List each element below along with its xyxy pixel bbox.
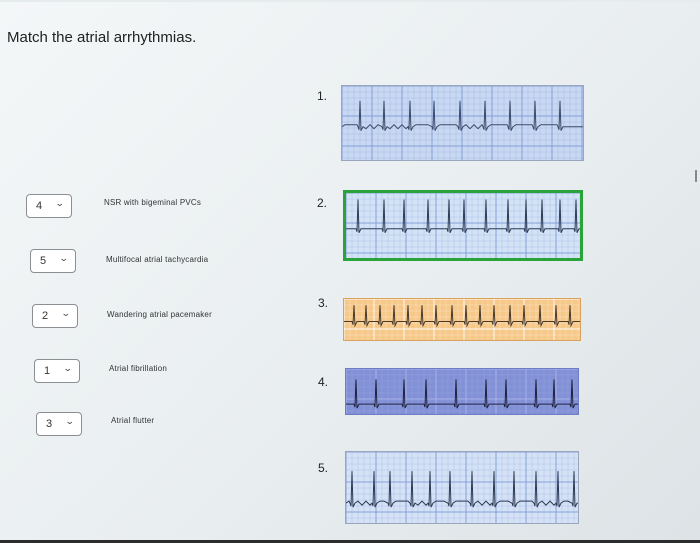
answer-label-4: Atrial fibrillation — [109, 364, 168, 373]
answer-label-5: Atrial flutter — [111, 416, 155, 425]
answer-label-1: NSR with bigeminal PVCs — [104, 198, 202, 207]
ecg-grid-and-trace — [346, 452, 578, 523]
strip-number-1: 1. — [317, 89, 328, 103]
ecg-grid-and-trace — [342, 86, 583, 160]
ecg-strip-2 — [343, 190, 583, 261]
scroll-caret — [695, 170, 697, 182]
ecg-strip-5 — [345, 451, 579, 524]
ecg-grid-and-trace — [344, 299, 580, 340]
chevron-down-icon: ⌄ — [61, 308, 72, 318]
answer-select-4[interactable] — [34, 359, 80, 383]
answer-label-2: Multifocal atrial tachycardia — [106, 255, 209, 264]
ecg-strip-3 — [343, 298, 581, 341]
ecg-grid-and-trace — [346, 193, 580, 258]
ecg-trace — [346, 471, 578, 507]
answer-select-3[interactable] — [32, 304, 78, 328]
strip-number-4: 4. — [318, 375, 329, 389]
answer-select-3-value: 2 — [42, 310, 49, 322]
answer-select-5-value: 3 — [46, 418, 53, 430]
chevron-down-icon: ⌄ — [55, 198, 66, 208]
ecg-strip-1 — [341, 85, 584, 161]
ecg-grid-and-trace — [346, 369, 578, 414]
answer-select-2-value: 5 — [40, 255, 47, 267]
question-title: Match the atrial arrhythmias. — [7, 29, 197, 46]
ecg-trace — [346, 200, 580, 233]
answer-select-1-value: 4 — [36, 200, 43, 212]
strip-number-5: 5. — [318, 461, 329, 475]
strip-number-3: 3. — [318, 296, 329, 310]
ecg-trace — [344, 305, 580, 325]
answer-label-3: Wandering atrial pacemaker — [107, 310, 212, 319]
chevron-down-icon: ⌄ — [65, 416, 76, 426]
chevron-down-icon: ⌄ — [63, 363, 74, 373]
ecg-trace — [346, 379, 578, 408]
answer-select-5[interactable] — [36, 412, 82, 436]
answer-select-4-value: 1 — [44, 365, 51, 377]
strip-number-2: 2. — [317, 196, 328, 210]
chevron-down-icon: ⌄ — [59, 253, 70, 263]
answer-select-2[interactable] — [30, 249, 76, 273]
answer-select-1[interactable] — [26, 194, 72, 218]
top-divider — [0, 0, 700, 2]
ecg-strip-4 — [345, 368, 579, 415]
